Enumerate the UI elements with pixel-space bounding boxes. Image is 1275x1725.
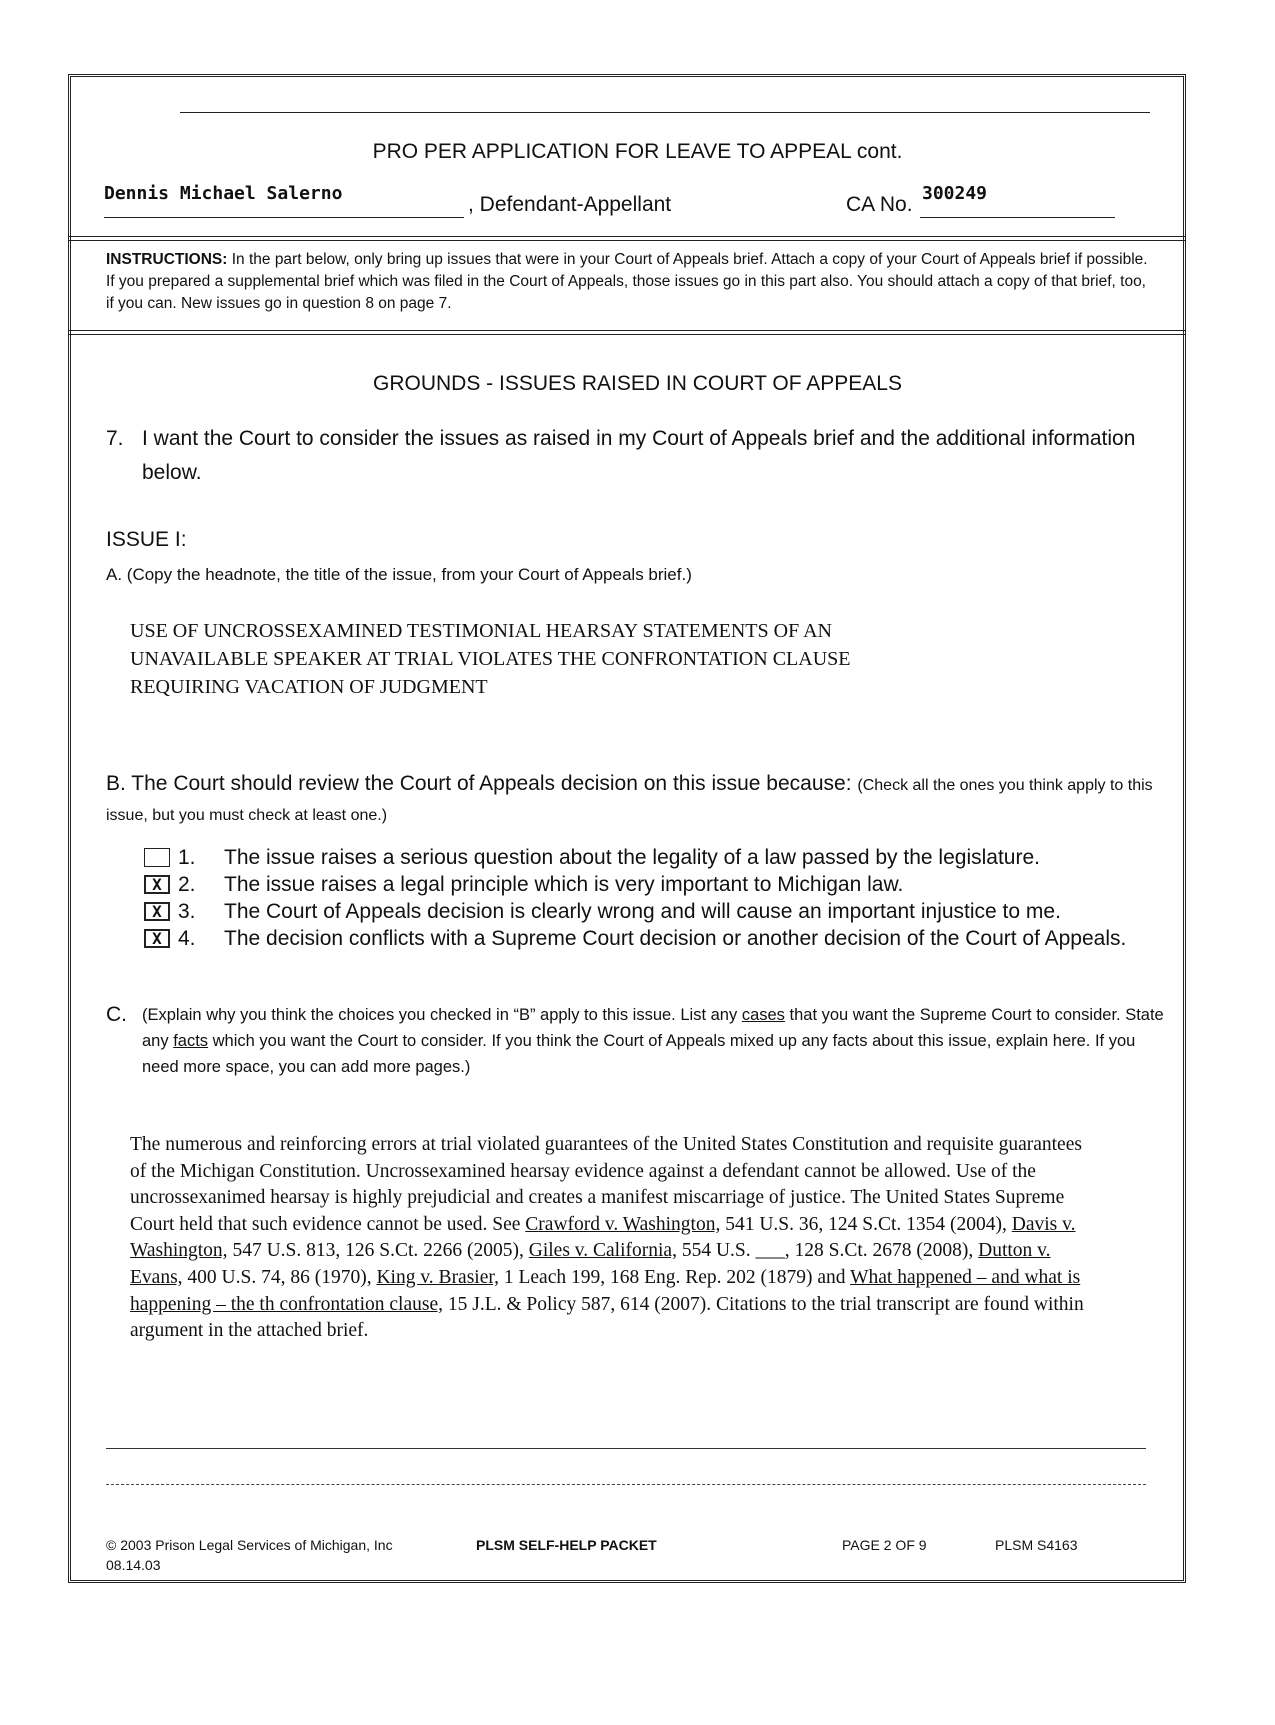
citation-detail: 400 U.S. 74, 86 (1970),	[182, 1266, 377, 1288]
part-c-text-2: that you want the Supreme Court to consider. State any	[142, 1006, 1164, 1050]
defendant-role: , Defendant-Appellant	[468, 193, 672, 216]
reason-checkbox[interactable]: X	[144, 875, 170, 894]
form-title: PRO PER APPLICATION FOR LEAVE TO APPEAL cont.	[372, 140, 903, 163]
reason-number: 3.	[178, 900, 196, 923]
reason-text: The issue raises a serious question about the legality of a law passed by the legislature.	[224, 846, 1040, 869]
citation-detail: 554 U.S. ___, 128 S.Ct. 2678 (2008),	[676, 1240, 979, 1262]
part-c-facts: facts	[173, 1032, 209, 1050]
footer-packet: PLSM SELF-HELP PACKET	[476, 1537, 657, 1553]
blank-line	[106, 1484, 1146, 1485]
section-title: GROUNDS - ISSUES RAISED IN COURT OF APPEALS	[372, 372, 902, 395]
citation-detail: 547 U.S. 813, 126 S.Ct. 2266 (2005),	[227, 1240, 529, 1262]
reason-text: The decision conflicts with a Supreme Court decision or another decision of the Court of Appeals.	[224, 927, 1127, 950]
part-a-instruction: A. (Copy the headnote, the title of the issue, from your Court of Appeals brief.)	[106, 565, 692, 584]
header-rule	[180, 112, 1150, 113]
case-citation: Giles v. California,	[528, 1240, 677, 1262]
footer-form-code: PLSM S4163	[995, 1537, 1078, 1553]
citation-detail: 541 U.S. 36, 124 S.Ct. 1354 (2004),	[720, 1213, 1012, 1235]
question-7	[106, 422, 1166, 490]
reason-number: 2.	[178, 873, 196, 896]
part-c-letter: C.	[106, 1003, 127, 1026]
question-7-text: I want the Court to consider the issues as raised in my Court of Appeals brief and the additional information below.	[142, 427, 1136, 484]
reason-option	[144, 844, 1164, 871]
part-b-note: (Check all the ones you think apply to this issue, but you must check at least one.)	[106, 777, 1153, 824]
reason-option	[144, 898, 1164, 925]
ca-number-label: CA No.	[846, 193, 913, 216]
reason-number: 1.	[178, 846, 196, 869]
part-b-instruction	[106, 770, 1166, 830]
case-citation: King v. Brasier,	[376, 1266, 499, 1288]
defendant-name: Dennis Michael Salerno	[104, 183, 343, 204]
case-citation: Dutton v. Evans,	[130, 1240, 1051, 1288]
reason-checkbox[interactable]: X	[144, 929, 170, 948]
part-c-text	[142, 1002, 1166, 1080]
instructions-label: INSTRUCTIONS:	[106, 251, 228, 268]
headnote-line: USE OF UNCROSSEXAMINED TESTIMONIAL HEARSAY STATEMENTS OF AN	[130, 620, 832, 642]
part-c-text-3: which you want the Court to consider. If you think the Court of Appeals mixed up any facts about this issue, explain here. If you need more space, you can add more pages.)	[142, 1032, 1136, 1076]
review-reasons	[144, 844, 1164, 979]
part-c-text-1: (Explain why you think the choices you checked in “B” apply to this issue. List any	[142, 1006, 742, 1024]
citation-detail: 15 J.L. & Policy 587, 614 (2007). Citations to the trial transcript are found within argument in the attached brief.	[130, 1293, 1084, 1342]
reason-number: 4.	[178, 927, 196, 950]
footer-date: 08.14.03	[106, 1557, 161, 1573]
instructions-text: In the part below, only bring up issues that were in your Court of Appeals brief. Attach a copy of your Court of Appeals brief if possible. If you prepared a supplemental brief which was filed in the Court of Appeals, those issues go in this part also. You should attach a copy of that brief, too, if you can. New issues go in question 8 on page 7.	[106, 251, 1148, 312]
citation-detail: 1 Leach 199, 168 Eng. Rep. 202 (1879) and	[498, 1266, 851, 1288]
headnote-line: REQUIRING VACATION OF JUDGMENT	[130, 676, 488, 698]
argument-text	[130, 1132, 1090, 1345]
issue-label: ISSUE I:	[106, 528, 187, 551]
ca-number-underline	[920, 217, 1115, 218]
divider-top	[68, 236, 1186, 241]
argument-body: The numerous and reinforcing errors at trial violated guarantees of the United States Constitution and requisite guarantees of the Michigan Constitution. Uncrossexamined hearsay evidence against a defendant cannot be allowed. Use of the uncrossexanimed hearsay is highly prejudicial and creates a manifest miscarriage of justice. The United States Supreme Court held that such evidence cannot be used. See	[130, 1134, 1082, 1235]
reason-option	[144, 925, 1164, 979]
case-citation: What happened – and what is happening – the th confrontation clause,	[130, 1266, 1081, 1315]
part-c-cases: cases	[741, 1006, 785, 1024]
name-underline	[104, 217, 464, 218]
case-citation: Davis v. Washington,	[130, 1213, 1076, 1262]
divider-bottom	[68, 330, 1186, 335]
blank-line	[106, 1448, 1146, 1449]
case-citation: Crawford v. Washington,	[525, 1213, 721, 1235]
reason-text: The Court of Appeals decision is clearly wrong and will cause an important injustice to me.	[224, 900, 1061, 923]
question-7-number: 7.	[106, 427, 124, 450]
footer-page-number: PAGE 2 OF 9	[842, 1537, 927, 1553]
reason-checkbox[interactable]	[144, 848, 170, 867]
issue-headnote	[130, 617, 1080, 701]
reason-checkbox[interactable]: X	[144, 902, 170, 921]
reason-option	[144, 871, 1164, 898]
ca-number-value: 300249	[922, 183, 988, 204]
headnote-line: UNAVAILABLE SPEAKER AT TRIAL VIOLATES THE CONFRONTATION CLAUSE	[130, 648, 851, 670]
instructions	[106, 249, 1154, 315]
part-c-instruction	[106, 1002, 1166, 1080]
part-b-lead: B. The Court should review the Court of Appeals decision on this issue because:	[106, 772, 858, 795]
reason-text: The issue raises a legal principle which is very important to Michigan law.	[224, 873, 904, 896]
footer-copyright: © 2003 Prison Legal Services of Michigan, Inc	[106, 1537, 393, 1553]
